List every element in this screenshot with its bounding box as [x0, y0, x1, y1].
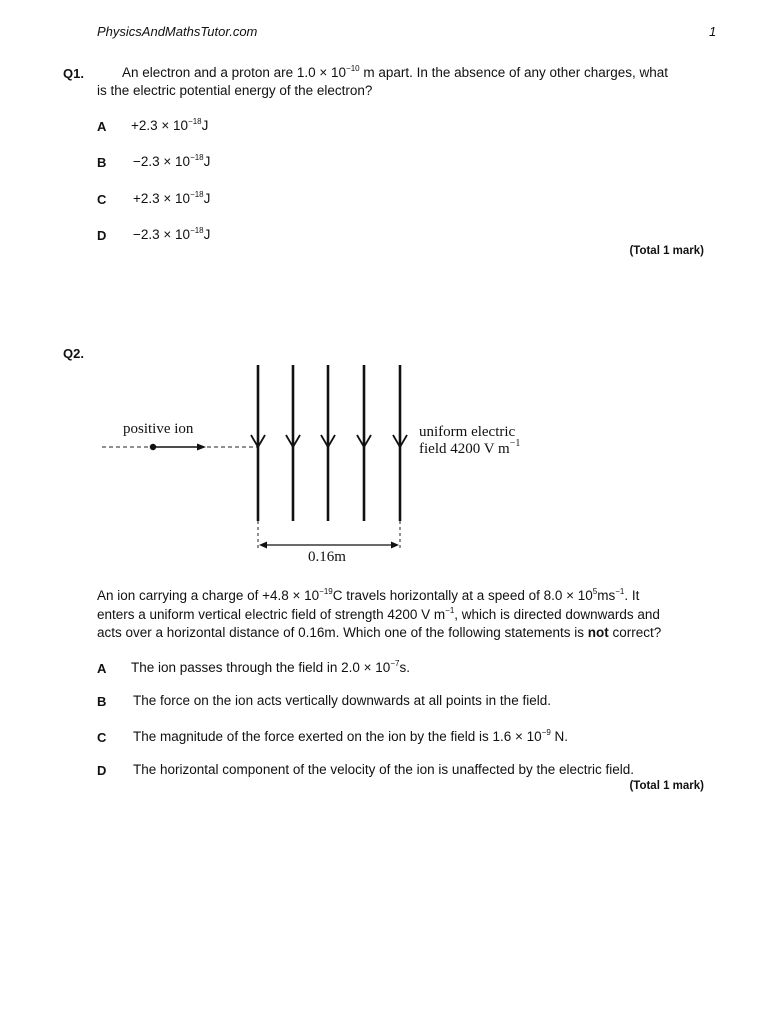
- q2-option-b: The force on the ion acts vertically downwards at all points in the field.: [133, 693, 551, 708]
- q2-text-line2: enters a uniform vertical electric field of strength 4200 V $m^{-1}$, which is directed downwards and: [97, 606, 660, 622]
- q2-option-d: The horizontal component of the velocity of the ion is unaffected by the electric field.: [133, 762, 635, 777]
- q1-text-line2: is the electric potential energy of the electron?: [97, 83, 373, 98]
- q1-text-line1: An electron and a proton are $1.0 \times 10^{-10}$ m apart. In the absence of any other charges, what: [122, 64, 669, 80]
- q2-option-a: The ion passes through the field in $2.0 \times 10^{-7}s$.: [131, 659, 410, 675]
- q1-option-a: $+2.3 \times 10^{-18}J$: [131, 117, 209, 133]
- q2-option-c-letter: C: [97, 730, 107, 745]
- q1-option-b: $-2.3 \times 10^{-18}J$: [133, 153, 211, 169]
- velocity-arrowhead: [197, 444, 206, 451]
- q2-text-line3: acts over a horizontal distance of 0.16m. Which one of the following statements is not correct?: [97, 625, 662, 640]
- field-lines: [258, 365, 400, 521]
- q1-option-d: $-2.3 \times 10^{-18}J$: [133, 226, 211, 242]
- q1-option-b-letter: B: [97, 155, 107, 170]
- q2-option-b-letter: B: [97, 694, 107, 709]
- label-field-line1: uniform electric: [419, 424, 516, 440]
- label-distance: 0.16m: [308, 549, 346, 565]
- q2-option-c: The magnitude of the force exerted on the ion by the field is $1.6 \times 10^{-9}$ N.: [133, 728, 569, 744]
- question-number-q2: Q2.: [63, 346, 84, 361]
- q2-option-d-letter: D: [97, 763, 107, 778]
- q2-total-mark: (Total 1 mark): [629, 780, 704, 792]
- distance-arrow-right-head: [391, 542, 399, 549]
- q1-option-c-letter: C: [97, 192, 107, 207]
- q2-option-a-letter: A: [97, 661, 107, 676]
- distance-arrow-left-head: [259, 542, 267, 549]
- site-name: PhysicsAndMathsTutor.com: [97, 24, 258, 39]
- question-number-q1: Q1.: [63, 66, 84, 81]
- label-positive-ion: positive ion: [123, 421, 194, 437]
- q1-option-c: $+2.3 \times 10^{-18}J$: [133, 190, 211, 206]
- q2-text-line1: An ion carrying a charge of $+4.8 \times 10^{-19}C$ travels horizontally at a speed of $8.0 \times 10^5ms^{-1}$. It: [97, 587, 640, 603]
- electric-field-diagram: [90, 355, 540, 575]
- q1-option-a-letter: A: [97, 119, 107, 134]
- q1-total-mark: (Total 1 mark): [629, 245, 704, 257]
- label-field-line2: field 4200 V $m^{-1}$: [419, 438, 521, 457]
- q1-option-d-letter: D: [97, 228, 107, 243]
- page-number: 1: [709, 24, 717, 39]
